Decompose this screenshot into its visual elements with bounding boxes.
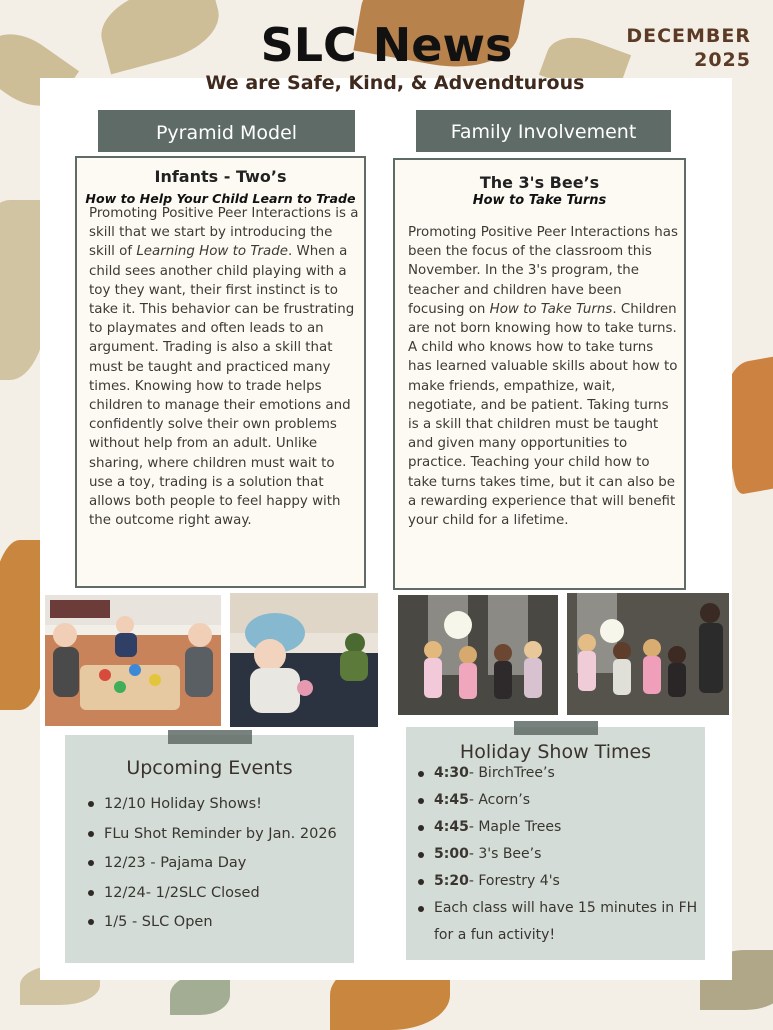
card-heading: Infants - Two’s [154, 167, 287, 186]
family-involvement-card [393, 158, 686, 590]
holiday-show-times-box [406, 727, 705, 960]
issue-year: 2025 [694, 49, 751, 71]
list-item: 4:45- Maple Trees [416, 814, 701, 841]
tape-decoration [514, 721, 598, 735]
photo-content [567, 593, 729, 715]
issue-month: DECEMBER [626, 25, 751, 47]
newsletter-title: SLC News [260, 18, 513, 72]
list-item: 1/5 - SLC Open [86, 908, 341, 938]
photo-content [45, 595, 221, 726]
photo-children-with-teacher [567, 593, 729, 715]
photo-children-in-line [398, 595, 558, 715]
list-item: 4:45- Acorn’s [416, 787, 701, 814]
section-tab-pyramid-model: Pyramid Model [98, 110, 355, 152]
list-item: 5:20- Forestry 4's [416, 868, 701, 895]
photo-infant-playing [230, 593, 378, 727]
tape-decoration [168, 730, 252, 744]
photo-infants-trading-toys [45, 595, 221, 726]
list-item: 4:30- BirchTree’s [416, 760, 701, 787]
card-subheading: How to Help Your Child Learn to Trade [85, 191, 356, 206]
box-heading: Upcoming Events [126, 757, 293, 779]
list-item: 5:00- 3's Bee’s [416, 841, 701, 868]
issue-date [626, 24, 751, 72]
card-body-text: Promoting Positive Peer Interactions has been the focus of the classroom this November. In the 3's program, the teacher and children have been focusing on How to Take Turns. Children are not born knowing how to take turns. A child who knows how to take turns has learned valuable skills about how to make friends, empathize, wait, negotiate, and be patient. Taking turns is a skill that children must be taught and given many opportunities to practice. Teaching your child how to take turns takes time, but it can also be a rewarding experience that will benefit your child for a lifetime. [408, 225, 678, 529]
show-times-list [416, 760, 701, 949]
box-heading: Holiday Show Times [459, 741, 652, 763]
leaf-decoration [170, 975, 230, 1015]
school-motto: We are Safe, Kind, & Advendturous [205, 72, 585, 94]
upcoming-events-box [65, 735, 354, 963]
card-heading: The 3's Bee’s [479, 173, 600, 192]
list-item: Each class will have 15 minutes in FH for a fun activity! [416, 895, 701, 949]
photo-content [398, 595, 558, 715]
pyramid-model-card [75, 156, 366, 588]
card-body-text: Promoting Positive Peer Interactions is a skill that we start by introducing the skill of Learning How to Trade. When a child sees another child playing with a toy they want, their first instinct is to take it. This behavior can be frustrating to playmates and often leads to an argument. Trading is also a skill that must be taught and practiced many times. Knowing how to trade helps children to manage their emotions and confidently solve their own problems without help from an adult. Unlike sharing, where children must wait to use a toy, trading is a solution that allows both people to feel happy with the outcome right away. [89, 206, 359, 529]
list-item: FLu Shot Reminder by Jan. 2026 [86, 820, 341, 850]
list-item: 12/24- 1/2SLC Closed [86, 879, 341, 909]
card-subheading: How to Take Turns [472, 193, 607, 208]
photo-content [230, 593, 378, 727]
section-tab-family-involvement: Family Involvement [416, 110, 671, 152]
list-item: 12/10 Holiday Shows! [86, 790, 341, 820]
events-list [86, 790, 341, 938]
list-item: 12/23 - Pajama Day [86, 849, 341, 879]
